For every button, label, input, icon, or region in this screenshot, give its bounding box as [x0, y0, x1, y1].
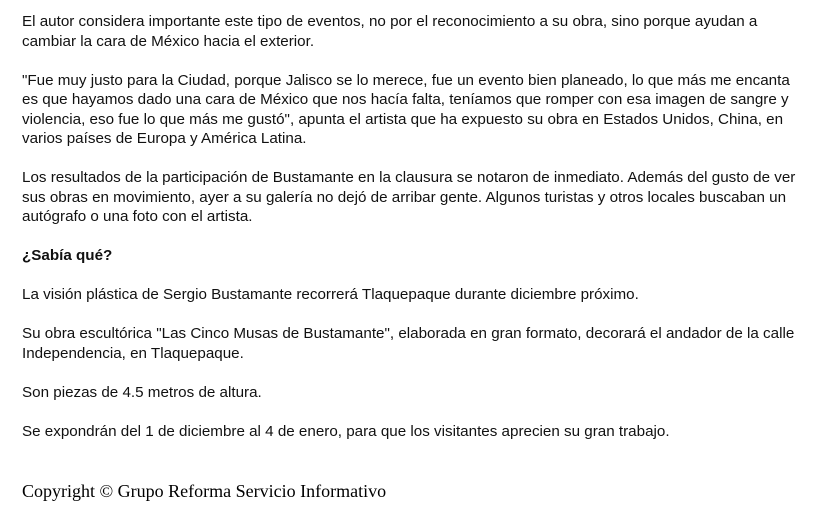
- fact-paragraph: Su obra escultórica "Las Cinco Musas de Bustamante", elaborada en gran formato, decorará el andador de la calle Independencia, en Tlaquepaque.: [22, 325, 795, 362]
- article-paragraph: "Fue muy justo para la Ciudad, porque Jalisco se lo merece, fue un evento bien planeado, lo que más me encanta es que hayamos dado una cara de México que nos hacía falta, teníamos que romper con esa imagen de sangre y violencia, eso fue lo que más me gustó", apunta el artista que ha expuesto su obra en Estados Unidos, China, en varios países de Europa y América Latina.: [22, 71, 790, 147]
- fact-paragraph: Son piezas de 4.5 metros de altura.: [22, 383, 262, 401]
- section-subheading: ¿Sabía qué?: [22, 247, 113, 264]
- article-paragraph: Los resultados de la participación de Bustamante en la clausura se notaron de inmediato. Además del gusto de ver sus obras en movimiento, ayer a su galería no dejó de arribar gente. Algunos turistas y otros locales buscaban un autógrafo o una foto con el artista.: [22, 169, 796, 225]
- article-body: [22, 12, 802, 461]
- fact-paragraph: Se expondrán del 1 de diciembre al 4 de enero, para que los visitantes aprecien su gran trabajo.: [22, 422, 670, 440]
- fact-paragraph: La visión plástica de Sergio Bustamante recorrerá Tlaquepaque durante diciembre próximo.: [22, 286, 639, 303]
- copyright-notice: Copyright © Grupo Reforma Servicio Informativo: [22, 481, 387, 501]
- article-paragraph: El autor considera importante este tipo de eventos, no por el reconocimiento a su obra, sino porque ayudan a cambiar la cara de México hacia el exterior.: [22, 13, 758, 50]
